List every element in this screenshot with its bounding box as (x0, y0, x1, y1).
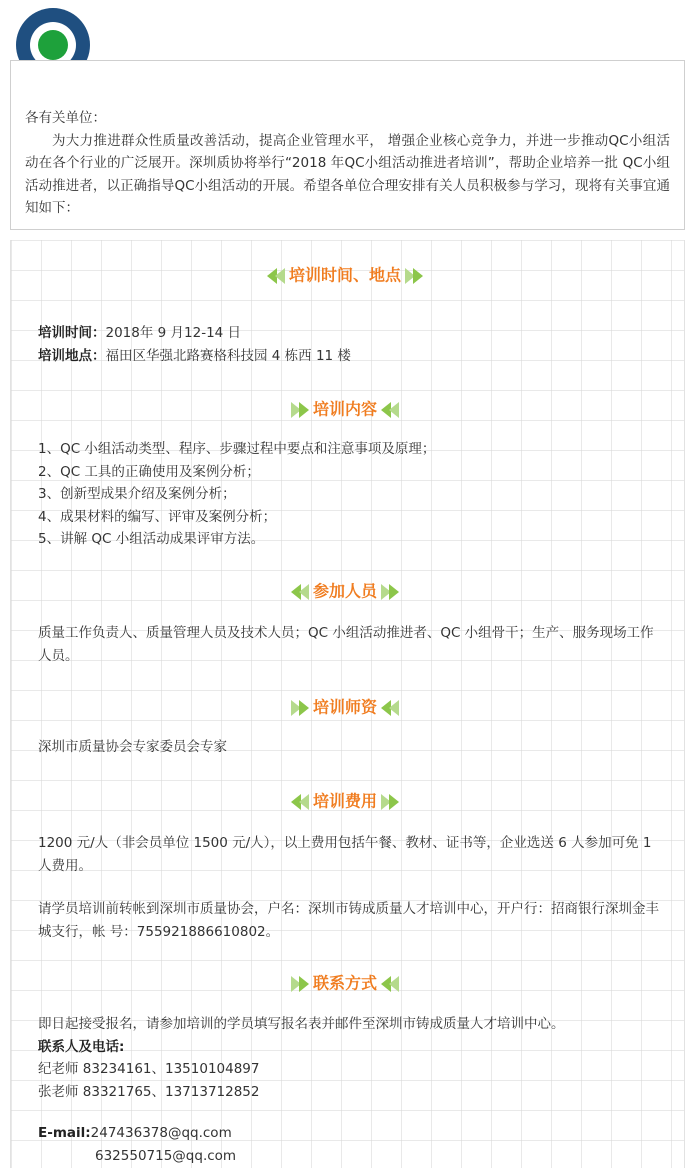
arrows-right-icon (381, 399, 399, 421)
arrows-left-icon (291, 581, 309, 603)
arrows-right-icon (381, 697, 399, 719)
email-line: E-mail:247436378@qq.com (38, 1125, 232, 1141)
email-block (38, 1122, 663, 1167)
arrows-left-icon (267, 265, 285, 287)
arrows-right-icon (381, 791, 399, 813)
training-place: 培训地点：福田区华强北路赛格科技园 4 栋西 11 楼 (38, 347, 351, 364)
intro-greeting: 各有关单位： (25, 110, 106, 126)
intro-body: 为大力推进群众性质量改善活动，提高企业管理水平， 增强企业核心竞争力，并进一步推动QC小组活动在各个行业的广泛展开。深圳质协将举行“2018 年QC小组活动推进者培训”，帮助企业培养一批 QC小组活动推进者，以正确指导QC小组活动的开展。希望各单位合理安排有关人员积极参与学习，现将有关事宜通知如下： (25, 132, 670, 216)
arrows-left-icon (291, 399, 309, 421)
list-item: 1、QC 小组活动类型、程序、步骤过程中要点和注意事项及原理； (38, 441, 436, 457)
email-line (38, 1145, 663, 1168)
time-place-block (38, 322, 663, 367)
arrows-left-icon (291, 791, 309, 813)
intro-box (10, 60, 685, 230)
contact-person: 纪老师 83234161、13510104897 (38, 1061, 260, 1077)
section-title-content: 培训内容 (0, 398, 690, 421)
list-item: 5、讲解 QC 小组活动成果评审方法。 (38, 531, 265, 547)
email-link[interactable]: 632550715@qq.com (95, 1147, 237, 1164)
list-item: 4、成果材料的编写、评审及案例分析； (38, 508, 277, 525)
arrows-right-icon (381, 581, 399, 603)
section-title-teachers: 培训师资 (0, 696, 690, 719)
arrows-left-icon (291, 973, 309, 995)
email-link[interactable]: 247436378@qq.com (90, 1125, 232, 1141)
arrows-right-icon (381, 973, 399, 995)
teachers-text: 深圳市质量协会专家委员会专家 (38, 739, 227, 755)
list-item: 3、创新型成果介绍及案例分析； (38, 486, 236, 502)
section-title-contact: 联系方式 (0, 972, 690, 995)
arrows-right-icon (405, 265, 423, 287)
contact-person: 张老师 83321765、13713712852 (38, 1083, 260, 1100)
section-title-participants: 参加人员 (0, 580, 690, 603)
fee-text: 1200 元/人（非会员单位 1500 元/人），以上费用包括午餐、教材、证书等，企业选送 6 人参加可免 1 人费用。 (38, 835, 652, 874)
arrows-left-icon (291, 697, 309, 719)
content-list (38, 438, 663, 551)
section-title-time-place: 培训时间、地点 (0, 264, 690, 287)
training-time: 培训时间：2018年 9 月12-14 日 (38, 325, 242, 341)
contact-block (38, 1013, 663, 1103)
section-title-fee: 培训费用 (0, 790, 690, 813)
payment-text: 请学员培训前转帐到深圳市质量协会，户名：深圳市铸成质量人才培训中心，开户行：招商银行深圳金丰城支行，帐 号：755921886610802。 (38, 901, 659, 940)
participants-text: 质量工作负责人、质量管理人员及技术人员；QC 小组活动推进者、QC 小组骨干；生产、服务现场工作人员。 (38, 625, 654, 664)
contact-people-label: 联系人及电话: (38, 1038, 125, 1055)
list-item: 2、QC 工具的正确使用及案例分析； (38, 463, 260, 480)
contact-intro: 即日起接受报名，请参加培训的学员填写报名表并邮件至深圳市铸成质量人才培训中心。 (38, 1016, 565, 1032)
